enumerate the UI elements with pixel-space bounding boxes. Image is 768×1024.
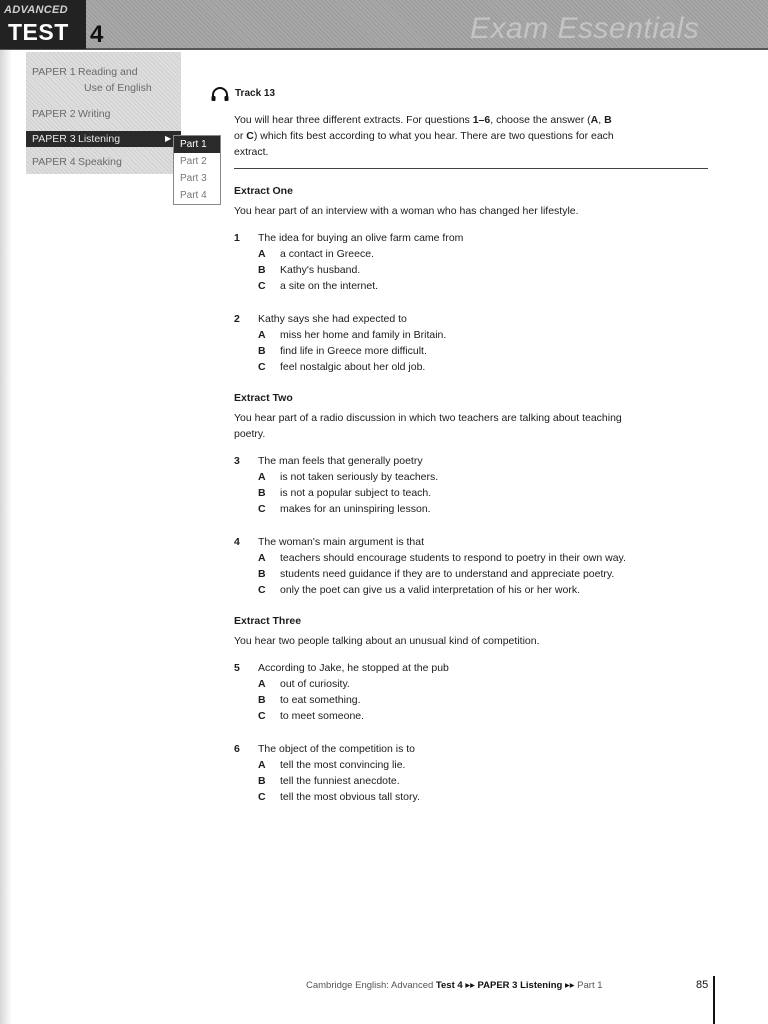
part-item-1[interactable]: Part 1 xyxy=(174,136,220,153)
paper-item-reading[interactable] xyxy=(26,66,138,78)
question-stem: The man feels that generally poetry xyxy=(258,455,423,467)
footer-part: Part 1 xyxy=(577,980,603,991)
question-range: 1–6 xyxy=(472,114,491,126)
instructions-line-3: extract. xyxy=(234,146,269,158)
footer-paper: PAPER 3 Listening xyxy=(477,980,563,991)
option-letter[interactable]: A xyxy=(258,759,266,771)
answer-letter-b: B xyxy=(604,114,612,126)
page-edge-bar xyxy=(713,976,715,1024)
option-letter[interactable]: A xyxy=(258,471,266,483)
test-number: 4 xyxy=(90,21,104,48)
option-letter[interactable]: C xyxy=(258,791,266,803)
option-text[interactable]: only the poet can give us a valid interpretation of his or her work. xyxy=(280,584,580,596)
option-text[interactable]: a site on the internet. xyxy=(280,280,379,292)
part-item-2[interactable]: Part 2 xyxy=(180,156,207,167)
extract-intro: You hear two people talking about an unusual kind of competition. xyxy=(234,635,540,647)
option-text[interactable]: out of curiosity. xyxy=(280,678,350,690)
option-letter[interactable]: C xyxy=(258,710,266,722)
extract-title: Extract One xyxy=(234,185,293,197)
option-letter[interactable]: A xyxy=(258,248,266,260)
footer-exam: Cambridge English: Advanced xyxy=(306,980,436,991)
instructions-text: ) which fits best according to what you hear. There are two questions for each xyxy=(253,130,614,142)
paper-item-reading-line2 xyxy=(84,82,152,94)
option-letter[interactable]: C xyxy=(258,280,266,292)
question-number: 4 xyxy=(234,536,240,548)
extract-intro-line2: poetry. xyxy=(234,428,266,440)
question-number: 2 xyxy=(234,313,240,325)
option-text[interactable]: teachers should encourage students to respond to poetry in their own way. xyxy=(280,552,626,564)
footer-test: Test 4 xyxy=(435,980,463,991)
test-label: TEST xyxy=(8,19,69,45)
paper-number: PAPER 4 xyxy=(32,156,76,168)
question-stem: The idea for buying an olive farm came from xyxy=(258,232,464,244)
option-text[interactable]: to eat something. xyxy=(280,694,361,706)
answer-letter-a: A xyxy=(590,114,599,126)
question-stem: Kathy says she had expected to xyxy=(258,313,407,325)
option-letter[interactable]: C xyxy=(258,361,266,373)
question-number: 5 xyxy=(234,662,240,674)
double-arrow-icon: ▸▸ xyxy=(562,980,578,991)
extract-title: Extract Three xyxy=(234,615,302,627)
option-letter[interactable]: A xyxy=(258,329,266,341)
level-label: ADVANCED xyxy=(4,4,68,16)
question-stem: The object of the competition is to xyxy=(258,743,416,755)
option-letter[interactable]: C xyxy=(258,584,266,596)
question-number: 3 xyxy=(234,455,240,467)
option-letter[interactable]: B xyxy=(258,568,266,580)
paper-label: Speaking xyxy=(78,156,122,168)
option-text[interactable]: tell the funniest anecdote. xyxy=(280,775,400,787)
part-item-4[interactable]: Part 4 xyxy=(180,190,207,201)
option-letter[interactable]: A xyxy=(258,552,266,564)
instructions-text: , choose the answer ( xyxy=(490,114,591,126)
paper-label-line2: Use of English xyxy=(84,82,152,94)
extract-title: Extract Two xyxy=(234,392,293,404)
option-text[interactable]: is not a popular subject to teach. xyxy=(280,487,432,499)
option-text[interactable]: Kathy's husband. xyxy=(280,264,361,276)
arrow-right-icon: ▶ xyxy=(165,134,172,143)
question-stem: The woman's main argument is that xyxy=(258,536,424,548)
headphones-icon xyxy=(211,86,229,102)
option-text[interactable]: is not taken seriously by teachers. xyxy=(280,471,439,483)
extract-intro: You hear part of a radio discussion in which two teachers are talking about teaching xyxy=(234,412,622,424)
page-number: 85 xyxy=(696,979,709,991)
double-arrow-icon: ▸▸ xyxy=(462,980,478,991)
page-edge-shadow xyxy=(0,50,12,1024)
paper-item-speaking[interactable] xyxy=(26,156,122,168)
paper-label: Reading and xyxy=(78,66,138,78)
instructions-line-1 xyxy=(234,112,612,128)
question-stem: According to Jake, he stopped at the pub xyxy=(258,662,449,674)
question-number: 6 xyxy=(234,743,240,755)
option-text[interactable]: to meet someone. xyxy=(280,710,365,722)
option-text[interactable]: students need guidance if they are to understand and appreciate poetry. xyxy=(280,568,615,580)
paper-label: Listening xyxy=(78,133,121,145)
option-letter[interactable]: C xyxy=(258,503,266,515)
option-letter[interactable]: B xyxy=(258,694,266,706)
series-title: Exam Essentials xyxy=(470,12,700,45)
option-text[interactable]: miss her home and family in Britain. xyxy=(280,329,447,341)
paper-label: Writing xyxy=(78,108,111,120)
instructions-text: You will hear three different extracts. For questions xyxy=(234,114,473,126)
instructions-line-2 xyxy=(234,128,614,144)
option-text[interactable]: tell the most obvious tall story. xyxy=(280,791,420,803)
part-item-3[interactable]: Part 3 xyxy=(180,173,207,184)
option-text[interactable]: feel nostalgic about her old job. xyxy=(280,361,426,373)
option-letter[interactable]: B xyxy=(258,264,266,276)
option-letter[interactable]: A xyxy=(258,678,266,690)
option-letter[interactable]: B xyxy=(258,775,266,787)
option-text[interactable]: tell the most convincing lie. xyxy=(280,759,406,771)
paper-number: PAPER 2 xyxy=(32,108,76,120)
extract-intro: You hear part of an interview with a woman who has changed her lifestyle. xyxy=(234,205,579,217)
option-text[interactable]: makes for an uninspiring lesson. xyxy=(280,503,431,515)
paper-item-writing[interactable] xyxy=(26,108,110,120)
paper-number: PAPER 1 xyxy=(32,66,76,78)
instructions-text: , xyxy=(598,114,605,126)
instructions-divider xyxy=(234,168,708,169)
paper-number: PAPER 3 xyxy=(32,133,76,145)
option-text[interactable]: find life in Greece more difficult. xyxy=(280,345,427,357)
answer-letter-c: C xyxy=(246,130,254,142)
question-number: 1 xyxy=(234,232,240,244)
test-badge xyxy=(0,0,86,49)
page-footer xyxy=(306,980,603,991)
option-letter[interactable]: B xyxy=(258,345,266,357)
instructions-text: or xyxy=(234,130,247,142)
paper-menu xyxy=(26,52,181,174)
paper-item-listening[interactable] xyxy=(26,131,181,147)
parts-menu xyxy=(173,135,221,205)
option-text[interactable]: a contact in Greece. xyxy=(280,248,374,260)
header-rule xyxy=(0,48,768,50)
option-letter[interactable]: B xyxy=(258,487,266,499)
track-label: Track 13 xyxy=(235,88,276,99)
